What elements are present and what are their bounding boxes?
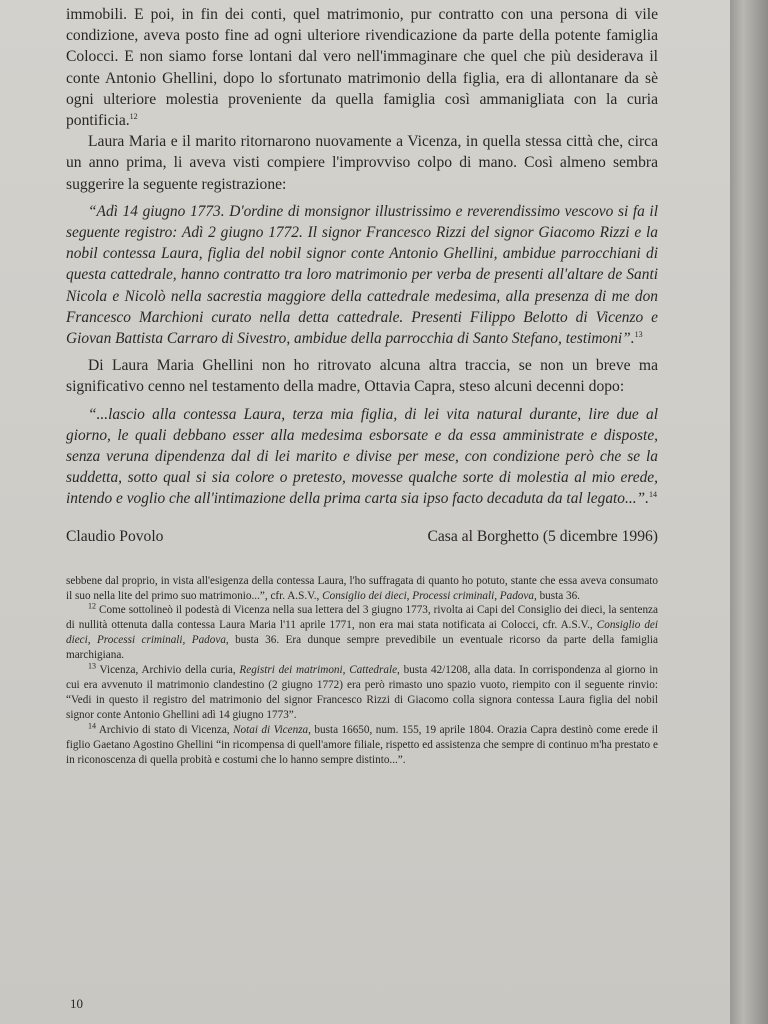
signature-line: [66, 528, 658, 546]
footnote-13: [66, 663, 658, 723]
paragraph-return-to-vicenza: Laura Maria e il marito ritornarono nuovamente a Vicenza, in quella stessa città che, circa un anno prima, li aveva visti compiere l'improvviso colpo di mano. Così almeno sembra suggerire la seguente registrazione:: [66, 133, 658, 193]
quotation-text: “...lascio alla contessa Laura, terza mia figlia, di lei vita natural durante, lire due al giorno, le quali debbano esser alla medesima esborsate e da essa amministrate e disposte, senza veruna dipendenza dal di lei marito e divise per mese, con condizione però che se la suddetta, sotto qual si sia colore o pretesto, movesse qualche sorte di molestia al mio erede, intendo e voglio che all'intimazione della prima carta sia ipso facto decaduta da tal legato...”.: [66, 405, 658, 508]
footnote-citation: Consiglio dei dieci, Processi criminali, Padova: [322, 589, 534, 602]
footnote-citation: Consiglio dei dieci, Processi criminali, Padova: [66, 619, 659, 647]
page-number: 10: [70, 996, 83, 1011]
footnote-text: , busta 36.: [533, 589, 580, 602]
footnote-citation: Registri dei matrimoni, Cattedrale: [239, 664, 398, 677]
footnote-14: [66, 723, 658, 768]
adjacent-page-edge: [730, 0, 768, 1024]
place-date: Casa al Borghetto (5 dicembre 1996): [427, 527, 658, 545]
footnote-text: Vicenza, Archivio della curia,: [96, 664, 240, 677]
footnote-text: Come sottolineò il podestà di Vicenza nella sua lettera del 3 giugno 1773, rivolta ai Capi del Consiglio dei dieci, la sentenza di nullità ottenuta dalla contessa Laura Maria l'11 aprile 1771, non era mai stata notificata ai Colocci, cfr. A.S.V.,: [66, 604, 658, 632]
quotation-marriage-register: [66, 201, 658, 349]
quotation-text: “Adì 14 giugno 1773. D'ordine di monsignor illustrissimo e reverendissimo vescovo si fa il seguente registro: Adì 2 giugno 1772. Il signor Francesco Rizzi del signor Giacomo Rizzi e la nobil contessa Laura, figlia del nobil signor conte Antonio Ghellini, ambidue parrocchiani di questa cattedrale, hanno contratto tra loro matrimonio per verba de presenti all'altare de Santi Nicola e Nicolò nella sacrestia maggiore della cattedrale medesima, alla presenza di me don Francesco Marchioni curato nella detta cattedrale. Presenti Filippo Belotto di Vicenzo e Giovan Battista Carraro di Sivestro, ambidue della parrocchia di Santo Stefano, testimoni”.: [66, 202, 658, 348]
footnote-text: , busta 36. Era dunque sempre prevedibile un eventuale ricorso da parte della famiglia marchigiana.: [66, 634, 658, 662]
footnote-ref: 14: [648, 490, 657, 500]
quotation-testament: [66, 404, 658, 510]
footnote-ref: 12: [129, 111, 138, 121]
footnote-continuation: [66, 574, 658, 604]
footnote-text: Archivio di stato di Vicenza,: [96, 723, 234, 736]
footnote-citation: Notai di Vicenza: [233, 723, 309, 736]
paragraph-testament-intro: Di Laura Maria Ghellini non ho ritrovato alcuna altra traccia, se non un breve ma significativo cenno nel testamento della madre, Ottavia Capra, steso alcuni decenni dopo:: [66, 357, 658, 396]
footnotes: [66, 574, 658, 768]
footnote-text: , busta 42/1208, alla data. In corrispondenza al giorno in cui era avvenuto il matrimonio clandestino (2 giugno 1772) era però rimasto uno spazio vuoto, riempito con il seguente rinvio: “Vedi in questo il registro del matrimonio del signor Francesco Rizzi di Giacomo colla signora contessa Laura figlia del nobil signor conte Antonio Ghellini adì 14 giugno 1773”.: [66, 664, 658, 721]
footnote-number: 14: [88, 721, 96, 730]
author-name: Claudio Povolo: [66, 527, 164, 545]
text-block: [66, 4, 658, 767]
footnote-text: , busta 16650, num. 155, 19 aprile 1804. Orazia Capra destinò come erede il figlio Gaetano Agostino Ghellini “in ricompensa di quell'amore filiale, rispetto ed assistenza che sempre di continuo m'ha prestato e in riconoscenza di quella probità e costumi che lo hanno sempre distinto...”.: [66, 723, 658, 766]
footnote-12: [66, 603, 658, 663]
footnote-ref: 13: [634, 329, 643, 339]
footnote-text: sebbene dal proprio, in vista all'esigenza della contessa Laura, l'ho suffragata di quanto ho potuto, stante che essa aveva consumato il suo nella lite del primo suo matrimonio...”, cfr. A.S.V.,: [66, 574, 658, 602]
paragraph-continuation: [66, 4, 658, 131]
footnote-number: 12: [88, 601, 96, 611]
paragraph-text: immobili. E poi, in fin dei conti, quel matrimonio, pur contratto con una persona di vile condizione, aveva posto fine ad ogni ulteriore rivendicazione da parte della potente famiglia Colocci. E non siamo forse lontani dal vero nell'immaginare che quel che più desiderava il conte Antonio Ghellini, dopo lo sfortunato matrimonio della figlia, era di allontanare da sè ogni ulteriore molestia proveniente da quella famiglia così ammanigliata con la curia pontificia.: [66, 6, 658, 130]
footnote-number: 13: [88, 661, 96, 671]
